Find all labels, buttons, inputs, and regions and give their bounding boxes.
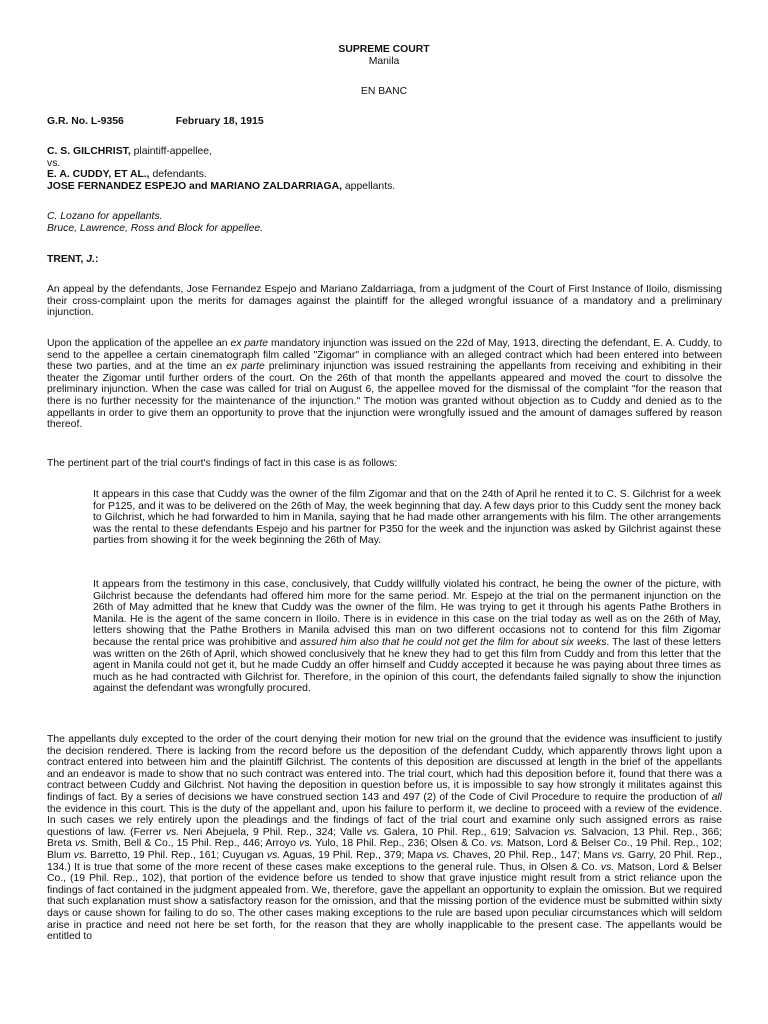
paragraph-4: The appellants duly excepted to the order of the court denying their motion for new trial on the ground that the evidence was insufficient to justify the decision rendered. There is lacking from the record before us the deposition of the defendant Cuddy, which apparently throws light upon a contract entered into between him and the plaintiff Gilchrist. The contents of this deposition are discussed at length in the brief of the appellants and an endeavor is made to show that no such contract was entered into. The trial court, which had this deposition before it, found that there was a contract between Cuddy and Gilchrist. Not having the deposition in question before us, it is impossible to say how strongly it militates against this findings of fact. By a series of decisions we have construed section 143 and 497 (2) of the Code of Civil Procedure to require the production of all the evidence in this court. This is the duty of the appellant and, upon his failure to perform it, we decline to proceed with a review of the evidence. In such cases we rely entirely upon the pleadings and the findings of fact of the trial court and examine only such assigned errors as raise questions of law. (Ferrer vs. Neri Abejuela, 9 Phil. Rep., 324; Valle vs. Galera, 10 Phil. Rep., 619; Salvacion vs. Salvacion, 13 Phil. Rep., 366; Breta vs. Smith, Bell & Co., 15 Phil. Rep., 446; Arroyo vs. Yulo, 18 Phil. Rep., 236; Olsen & Co. vs. Matson, Lord & Belser Co., 19 Phil. Rep., 102; Blum vs. Barretto, 19 Phil. Rep., 161; Cuyugan vs. Aguas, 19 Phil. Rep., 379; Mapa vs. Chaves, 20 Phil. Rep., 147; Mans vs. Garry, 20 Phil. Rep., 134.) It is true that some of the more recent of these cases make exceptions to the general rule. Thus, in Olsen & Co. vs. Matson, Lord & Belser Co., (19 Phil. Rep., 102), that portion of the evidence before us tended to show that grave injustice might result from a strict reliance upon the findings of fact contained in the judgment appealed from. We, therefore, gave the appellant an opportunity to explain the omission. But we required that such explanation must show a satisfactory reason for the omission, and that the missing portion of the evidence must be submitted within sixty days or cause shown for failing to do so. The other cases making exceptions to the rule are based upon peculiar circumstances which will seldom arise in practice and need not here be set forth, for the reason that they are wholly inapplicable to the present case. The appellants would be entitled to: [47, 734, 723, 943]
plaintiff-line: [47, 146, 722, 158]
plaintiff-name: C. S. GILCHRIST,: [47, 146, 131, 157]
plaintiff-role: plaintiff-appellee,: [130, 146, 212, 157]
division: EN BANC: [360, 86, 408, 97]
decision-date: February 18, 1915: [175, 116, 264, 127]
paragraph-3: The pertinent part of the trial court's findings of fact in this case is as follows:: [47, 458, 398, 469]
ponente-colon: :: [94, 254, 99, 265]
court-name: SUPREME COURT: [338, 44, 430, 55]
paragraph-1: An appeal by the defendants, Jose Fernandez Espejo and Mariano Zaldarriaga, from a judgment of the Court of First Instance of Iloilo, dismissing their cross-complaint upon the merits for damages against the plaintiff for the alleged wrongful issuance of a mandatory and a preliminary injunction.: [47, 284, 722, 319]
counsel-appellee: Bruce, Lawrence, Ross and Block for appellee.: [47, 223, 264, 234]
defendant-name: E. A. CUDDY, ET AL.,: [47, 169, 150, 180]
gr-number: G.R. No. L-9356: [47, 116, 124, 127]
appellants-role: appellants.: [342, 181, 396, 192]
quote-2: It appears from the testimony in this case, conclusively, that Cuddy willfully violated his contract, he being the owner of the picture, with Gilchrist because the defendants had offered him more for the same period. Mr. Espejo at the trial on the permanent injunction on the 26th of May admitted that he knew that Cuddy was the owner of the film. He was trying to get it through his agents Pathe Brothers in Manila. He is the agent of the same concern in Iloilo. There is in evidence in this case on the trial today as well as on the 26th of May, letters showing that the Pathe Brothers in Manila advised this man on two different occasions not to contend for this film Zigomar because the rental price was prohibitive and assured him also that he could not get the film for about six weeks. The last of these letters was written on the 26th of April, which showed conclusively that he knew they had to get this film from Cuddy and from this letter that the agent in Manila could not get it, but he made Cuddy an offer himself and Cuddy accepted it because he was paying about three times as much as he had contracted with Gilchrist for. Therefore, in the opinion of this court, the defendants failed signally to show the injunction against the defendant was wrongfully procured.: [93, 579, 721, 695]
defendant-line: [47, 169, 722, 181]
ponente-name: TRENT,: [47, 254, 87, 265]
court-city: Manila: [368, 56, 400, 67]
appellants-line: [47, 181, 722, 193]
defendant-role: defendants.: [149, 169, 207, 180]
ponente: [47, 254, 722, 266]
case-heading: [47, 116, 722, 128]
paragraph-2: Upon the application of the appellee an ex parte mandatory injunction was issued on the 22d of May, 1913, directing the defendant, E. A. Cuddy, to send to the appellee a certain cinematograph film called "Zigomar" in compliance with an alleged contract which had been entered into between these two parties, and at the time an ex parte preliminary injunction was issued restraining the appellants from receiving and exhibiting in their theater the Zigomar until further orders of the court. On the 26th of that month the appellants appeared and moved the court to dissolve the preliminary injunction. When the case was called for trial on August 6, the appellee moved for the dismissal of the complaint "for the reason that there is no further necessity for the maintenance of the injunction." The motion was granted without objection as to Cuddy and denied as to the appellants in order to give them an opportunity to prove that the injunction were wrongfully issued and the amount of damages suffered by reason thereof.: [47, 338, 722, 431]
appellants-name: JOSE FERNANDEZ ESPEJO and MARIANO ZALDARRIAGA,: [47, 181, 343, 192]
ponente-suffix: J.: [86, 254, 95, 265]
counsel-appellants: C. Lozano for appellants.: [47, 211, 163, 222]
versus: vs.: [47, 158, 61, 169]
quote-1: It appears in this case that Cuddy was the owner of the film Zigomar and that on the 24th of April he rented it to C. S. Gilchrist for a week for P125, and it was to be delivered on the 26th of May, the week beginning that day. A few days prior to this Cuddy sent the money back to Gilchrist, which he had forwarded to him in Manila, saying that he had made other arrangements with his film. The other arrangements was the rental to these defendants Espejo and his partner for P350 for the week and the injunction was asked by Gilchrist against these parties from showing it for the week beginning the 26th of May.: [93, 489, 721, 547]
